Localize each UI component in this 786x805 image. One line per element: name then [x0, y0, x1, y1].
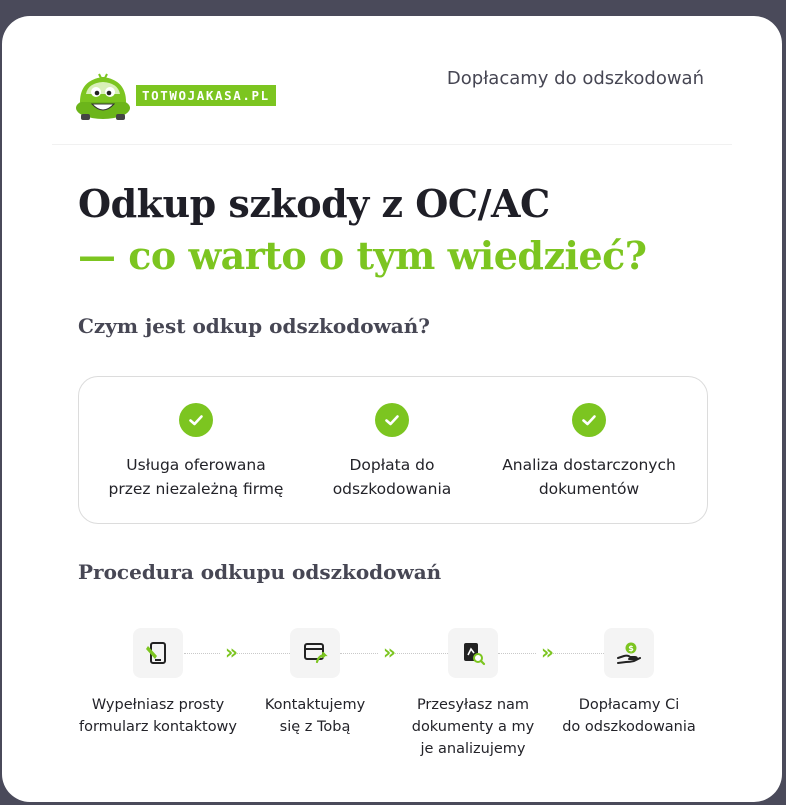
check-icon: [375, 403, 409, 437]
feature-item: [91, 403, 301, 501]
section-heading-what-is: Czym jest odkup odszkodowań?: [78, 314, 431, 338]
title-line-1: Odkup szkody z OC/AC: [78, 181, 550, 226]
feature-label: Dopłata do odszkodowania: [332, 456, 452, 498]
title-line-2: — co warto o tym wiedzieć?: [78, 233, 647, 278]
form-phone-icon: [133, 628, 183, 678]
feature-item: [287, 403, 497, 501]
logo-text: TOTWOJAKASA.PL: [136, 85, 276, 106]
main-card: [2, 16, 782, 802]
document-search-icon: [448, 628, 498, 678]
chevron-right-icon: »: [537, 641, 552, 663]
step-label: Przesyłasz nam dokumenty a my je analizujemy: [411, 697, 535, 757]
step-label: Kontaktujemy się z Tobą: [264, 697, 366, 735]
step-label: Wypełniasz prosty formularz kontaktowy: [79, 697, 237, 735]
contact-window-icon: [290, 628, 340, 678]
chevron-right-icon: »: [379, 641, 394, 663]
procedure-steps: [2, 628, 782, 778]
check-icon: [572, 403, 606, 437]
svg-text:$: $: [628, 644, 634, 653]
step-label: Dopłacamy Ci do odszkodowania: [562, 697, 696, 735]
feature-item: [484, 403, 694, 501]
section-heading-procedure: Procedura odkupu odszkodowań: [78, 560, 442, 584]
features-box: [78, 376, 708, 524]
feature-label: Analiza dostarczonych dokumentów: [502, 456, 676, 498]
feature-label: Usługa oferowana przez niezależną firmę: [108, 456, 284, 498]
money-hand-icon: [604, 628, 654, 678]
car-mascot-icon: [72, 68, 134, 122]
chevron-right-icon: »: [221, 641, 236, 663]
check-icon: [179, 403, 213, 437]
header-divider: [52, 144, 732, 145]
header-tagline: Dopłacamy do odszkodowań: [446, 68, 704, 89]
step-connector: [184, 653, 290, 654]
step-connector: [340, 653, 448, 654]
logo[interactable]: [72, 68, 276, 122]
page-title: [78, 178, 647, 282]
